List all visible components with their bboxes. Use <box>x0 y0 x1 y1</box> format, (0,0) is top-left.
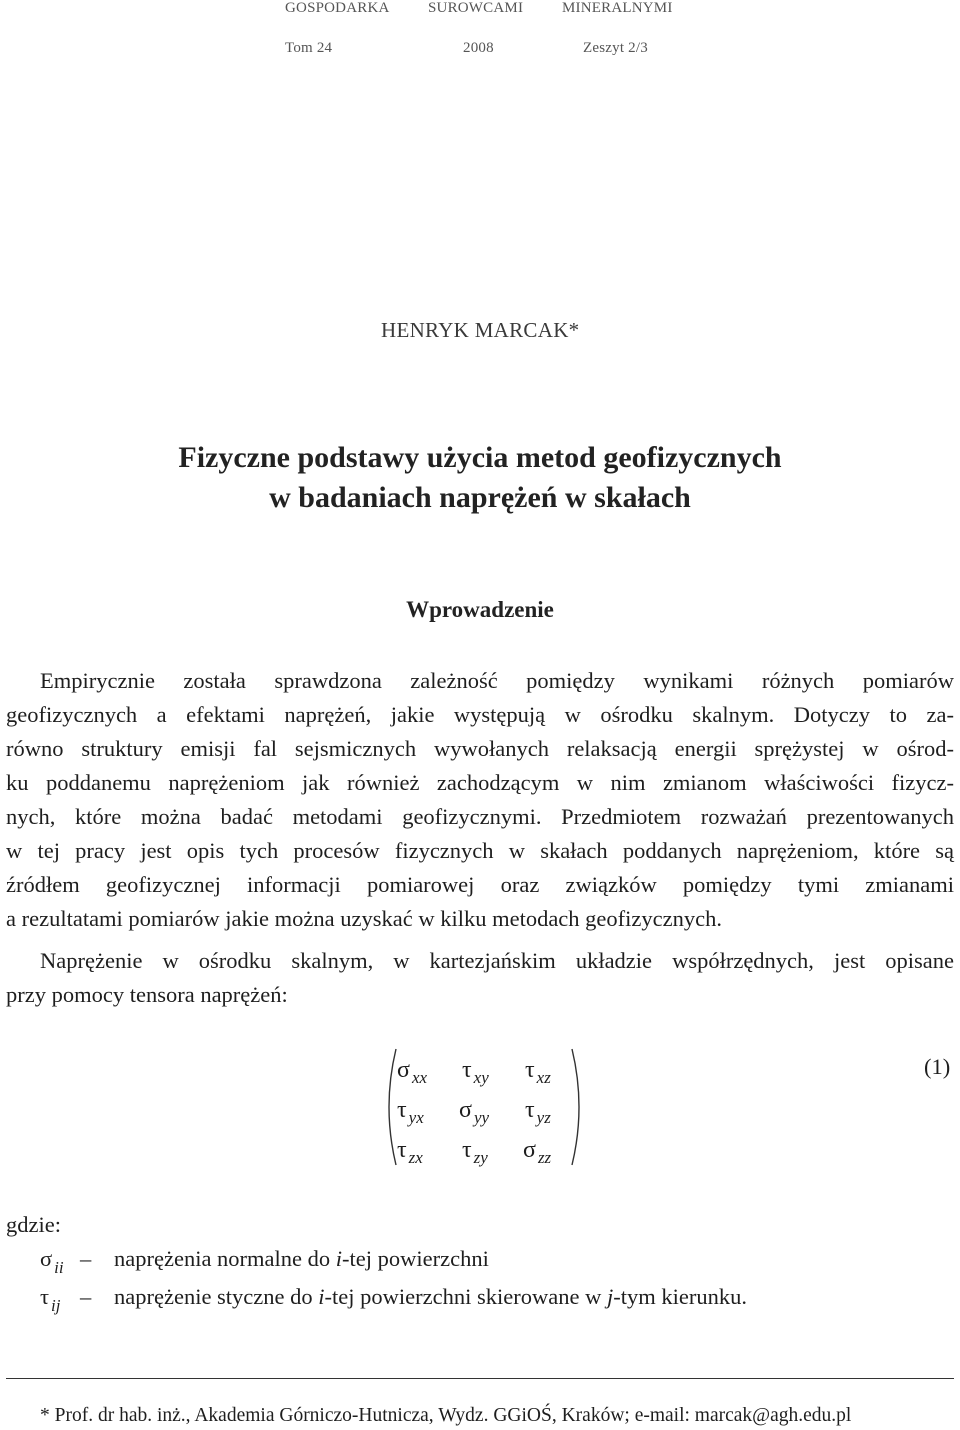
matrix-cell-zy: τ $_{zy}$ <box>462 1137 488 1167</box>
matrix-cell-zz: σ $_{zz}$ <box>523 1137 552 1167</box>
journal-name-word-3: MINERALNYMI <box>562 0 673 16</box>
matrix-cell-xz: τ $_{xz}$ <box>525 1057 551 1087</box>
where-label: gdzie: <box>6 1212 61 1237</box>
definition-symbol-sigma: σ $_{ii}$ <box>40 1246 64 1277</box>
journal-name-word-1: GOSPODARKA <box>285 0 390 16</box>
definition-symbol-tau: τ $_{ij}$ <box>40 1284 61 1315</box>
matrix-cell-yz: τ $_{yz}$ <box>525 1097 551 1127</box>
definition-dash: – <box>80 1246 92 1271</box>
matrix-cell-yx: τ $_{yx}$ <box>397 1097 424 1127</box>
author-name: HENRYK MARCAK* <box>381 318 580 342</box>
volume-label: Tom 24 <box>285 40 333 56</box>
matrix-cell-xy: τ $_{xy}$ <box>462 1057 489 1087</box>
issue-label: Zeszyt 2/3 <box>583 40 648 56</box>
paper-title-line-1: Fizyczne podstawy użycia metod geofizycznych <box>178 441 782 474</box>
paragraph-1-line-1: Empirycznie została sprawdzona zależność pomiędzy wynikami różnych pomiarów <box>40 668 954 693</box>
paragraph-1-line-4: ku poddanemu naprężeniom jak również zachodzącym w nim zmianom właściwości fizycz- <box>6 770 954 795</box>
definition-text-tau: naprężenie styczne do i-tej powierzchni skierowane w j-tym kierunku. <box>114 1284 747 1309</box>
equation-number: (1) <box>924 1054 951 1079</box>
author-footnote: * Prof. dr hab. inż., Akademia Górniczo-Hutnicza, Wydz. GGiOŚ, Kraków; e-mail: marcak@agh.edu.pl <box>40 1405 852 1426</box>
journal-name-word-2: SUROWCAMI <box>428 0 524 16</box>
right-parenthesis-icon <box>568 1046 590 1168</box>
paragraph-1-line-5: nych, które można badać metodami geofizycznymi. Przedmiotem rozważań prezentowanych <box>6 804 954 829</box>
section-heading: Wprowadzenie <box>406 597 554 622</box>
definition-text-sigma: naprężenia normalne do i-tej powierzchni <box>114 1246 489 1271</box>
year-label: 2008 <box>463 40 494 56</box>
matrix-cell-zx: τ $_{zx}$ <box>397 1137 423 1167</box>
paragraph-2-line-2: przy pomocy tensora naprężeń: <box>6 982 288 1007</box>
matrix-cell-yy: σ $_{yy}$ <box>459 1097 490 1127</box>
footnote-divider <box>6 1378 954 1379</box>
definition-dash: – <box>80 1284 92 1309</box>
paragraph-1-line-3: równo struktury emisji fal sejsmicznych wywołanych relaksacją energii sprężystej w ośrod- <box>6 736 954 761</box>
paragraph-1-line-6: w tej pracy jest opis tych procesów fizycznych w skałach poddanych naprężeniom, które są <box>6 838 954 863</box>
paragraph-1-line-7: źródłem geofizycznej informacji pomiarowej oraz związków pomiędzy tymi zmianami <box>6 872 954 897</box>
matrix-cell-xx: σ $_{xx}$ <box>397 1057 428 1087</box>
paragraph-1-line-8: a rezultatami pomiarów jakie można uzyskać w kilku metodach geofizycznych. <box>6 906 722 931</box>
paragraph-2-line-1: Naprężenie w ośrodku skalnym, w kartezjańskim układzie współrzędnych, jest opisane <box>40 948 954 973</box>
paper-title-line-2: w badaniach naprężeń w skałach <box>269 481 691 514</box>
paragraph-1-line-2: geofizycznych a efektami naprężeń, jakie występują w ośrodku skalnym. Dotyczy to za- <box>6 702 954 727</box>
